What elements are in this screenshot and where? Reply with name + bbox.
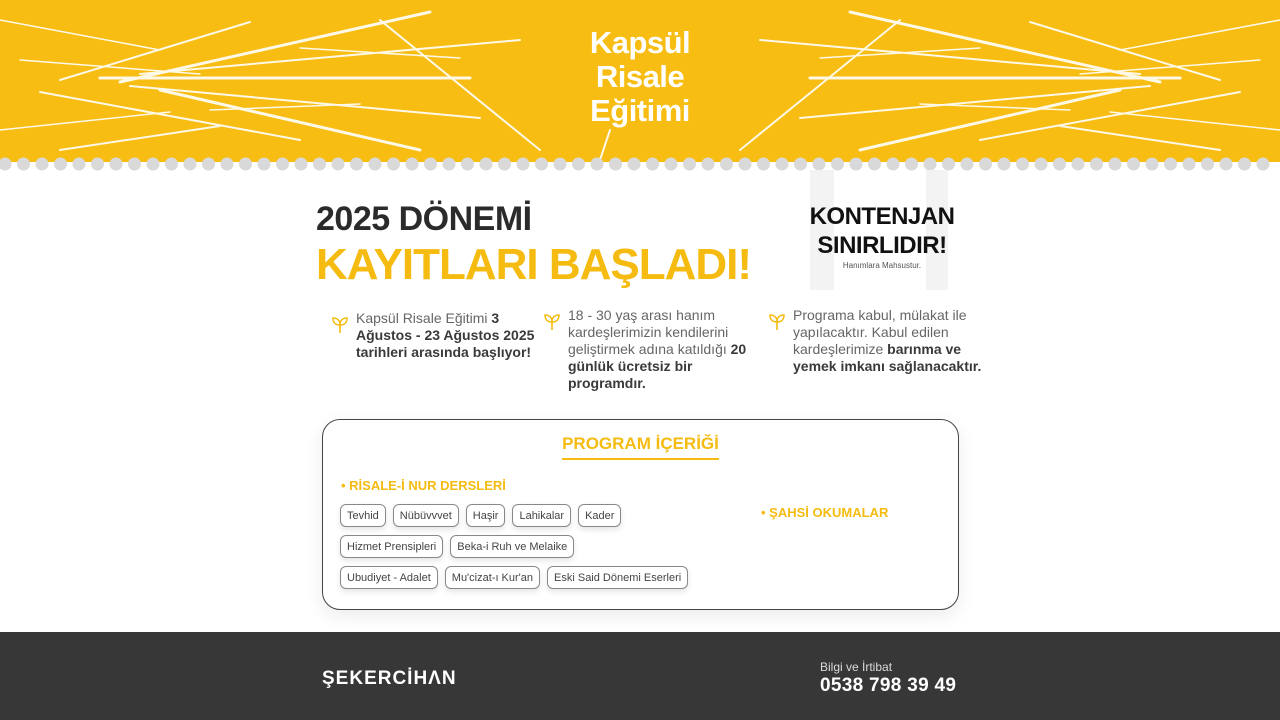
section-personal-reading: • ŞAHSİ OKUMALAR [761,505,889,520]
banner-title [0,26,1280,128]
lesson-chip: Haşir [466,504,506,527]
info-eligibility [568,307,768,392]
quota-badge [804,202,960,270]
lesson-chip: Lahikalar [512,504,571,527]
sprout-icon [332,316,348,334]
lesson-chip: Ubudiyet - Adalet [340,566,438,589]
quota-note: Hanımlara Mahsustur. [842,261,922,270]
info-acceptance [793,307,993,375]
lesson-chip: Eski Said Dönemi Eserleri [547,566,688,589]
banner-title-line: Risale [595,59,685,94]
lesson-chip: Beka-i Ruh ve Melaike [450,535,574,558]
footer [0,632,1280,720]
headline [316,198,751,290]
chip-row [340,504,720,527]
sprout-icon [544,313,560,331]
sprout-icon [769,313,785,331]
info-bold: 3 Ağustos - 23 Ağustos 2025 tarihleri arasında başlıyor! [356,310,535,360]
lesson-chip: Mu'cizat-ı Kur'an [445,566,540,589]
program-content-box [322,419,959,610]
section-risale-lessons: • RİSALE-İ NUR DERSLERİ [341,478,506,493]
quota-line2: SINIRLIDIR! [817,232,947,259]
info-bold: barınma ve yemek imkanı sağlanacaktır. [793,341,982,374]
info-text: Programa kabul, mülakat ile yapılacaktır. Kabul edilen kardeşlerimize [793,307,967,357]
program-title [323,434,958,460]
lesson-chip: Tevhid [340,504,386,527]
chip-row [340,566,720,589]
headline-year: 2025 DÖNEMİ [316,200,532,238]
banner-title-line: Eğitimi [590,93,690,128]
headline-registration: KAYITLARI BAŞLADI! [316,240,752,289]
info-bold: 20 günlük ücretsiz bir programdır. [568,341,747,391]
info-dates [356,310,556,361]
lesson-chip: Kader [578,504,621,527]
phone-number[interactable]: 0538 798 39 49 [820,675,957,696]
header-banner [0,0,1280,168]
quota-line1: KONTENJAN [809,203,955,230]
brand-logo: ŞEKERCİHΛN [322,668,457,689]
info-text: 18 - 30 yaş arası hanım kardeşlerimizin kendilerini geliştirmek adına katıldığı [568,307,729,357]
program-title-text: PROGRAM İÇERİĞİ [562,434,719,460]
lesson-chip: Nübüvvvet [393,504,459,527]
banner-title-line: Kapsül [589,25,691,60]
lesson-chip: Hizmet Prensipleri [340,535,443,558]
scallop-edge [0,154,1280,178]
contact-info [820,660,956,697]
chip-row [340,535,720,558]
contact-label: Bilgi ve İrtibat [820,660,893,674]
lesson-chips [340,504,720,597]
info-text: Kapsül Risale Eğitimi [356,310,488,326]
